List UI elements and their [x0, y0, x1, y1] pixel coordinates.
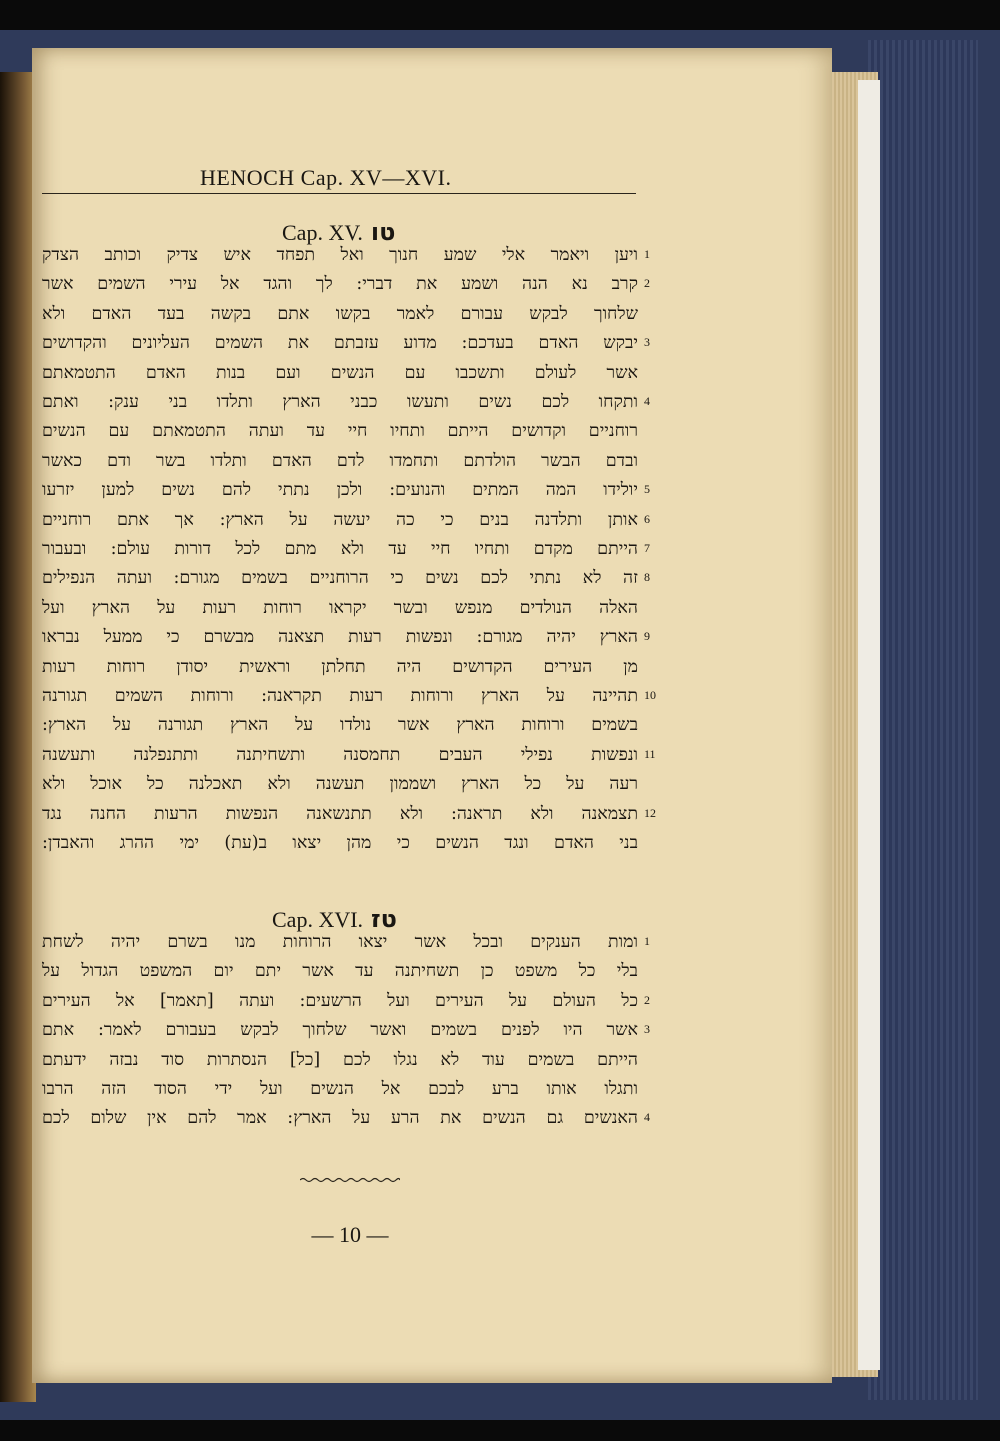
text-line: הייתם מקדם ותחיו חיי עד ולא מתם לכל דורות עולם: ובעבור	[42, 539, 638, 559]
text-line: רעה על כל הארץ ושממון תעשנה ולא תאכלנה כל אוכל ולא	[42, 774, 638, 795]
verse-number: 4	[644, 1110, 650, 1125]
text-line: הייתם בשמים עוד לא נגלו לכם [כל] הנסתרות סוד נבזה ידעתם	[42, 1049, 638, 1070]
verse-number: 8	[644, 570, 650, 585]
text-line: ויען ויאמר אלי שמע חנוך ואל תפחד איש צדיק וכותב הצדק	[42, 245, 638, 265]
text-line: כל העולם על העירים ועל הרשעים: ועתה [תאמר] אל העירים	[42, 990, 638, 1011]
text-line: שלחוך לבקש עבורם לאמר בקשו אתם בקשה בעד האדם ולא	[42, 303, 638, 324]
verse-number: 11	[644, 746, 656, 761]
verse-number: 5	[644, 482, 650, 497]
header-rule	[42, 193, 636, 194]
text-line: בני האדם ונגד הנשים כי מהן יצאו ב(עת) ימי ההרג והאבדן:	[42, 833, 638, 853]
verse-number: 3	[644, 335, 650, 350]
text-line: ותקחו לכם נשים ותעשו כבני הארץ ותלדו בני ענק: ואתם	[42, 392, 638, 412]
text-line: ומות הענקים ובכל אשר יצאו הרוחות מנו בשרם יהיה לשחת	[42, 932, 638, 952]
section-ornament	[300, 1175, 400, 1185]
book-gutter	[0, 72, 36, 1402]
text-line: ונפשות נפילי העבים תחמסנה ותשחיתנה ותתנפלנה ותעשנה	[42, 744, 638, 765]
text-line: הארץ יהיה מגורם: ונפשות רעות תצאנה מבשרם כי ממעל נבראו	[42, 627, 638, 648]
verse-number: 12	[644, 805, 656, 820]
text-line: יולידו המה המתים והנועים: ולכן נתתי להם נשים למען יזרעו	[42, 480, 638, 501]
verse-number: 9	[644, 629, 650, 644]
text-line: אותן ותלדנה בנים כי כה יעשה על הארץ: אך אתם רוחניים	[42, 509, 638, 530]
verse-number: 1	[644, 934, 650, 948]
verse-number: 4	[644, 394, 650, 408]
text-line: האנשים גם הנשים את הרע על הארץ: אמר להם אין שלום לכם	[42, 1108, 638, 1129]
chapter-title-latin: Cap. XVI.	[272, 907, 364, 932]
verse-number: 1	[644, 247, 650, 261]
chapter-title-latin: Cap. XV.	[282, 220, 363, 245]
text-line: ובדם הבשר הולדתם ותחמדו לדם האדם ותלדו בשר ודם כאשר	[42, 450, 638, 471]
text-line: תהיינה על הארץ ורוחות רעות תקראנה: ורוחות השמים תגורנה	[42, 686, 638, 706]
text-line: האלה הנולדים מנפש ובשר יקראו רוחות רעות על הארץ ועל	[42, 597, 638, 618]
text-line: אשר היו לפנים בשמים ואשר שלחוך לבקש בעבורם לאמר: אתם	[42, 1020, 638, 1041]
chapter-title-hebrew: טו	[370, 218, 396, 246]
verse-number: 7	[644, 541, 650, 555]
text-line: תצמאנה ולא תראנה: ולא תתנשאנה הנפשות הרעות החנה נגד	[42, 803, 638, 824]
page-number: — 10 —	[311, 1222, 389, 1247]
text-line: זה לא נתתי לכם נשים כי הרוחניים בשמים מגורם: ועתה הנפילים	[42, 568, 638, 589]
text-line: קרב נא הנה ושמע את דברי: לך והגד אל עירי השמים אשר	[42, 274, 638, 295]
verse-number: 6	[644, 511, 650, 526]
text-line: אשר לעולם ותשכבו עם הנשים ועם בנות האדם התטמאתם	[42, 362, 638, 383]
page-block-edge	[858, 80, 880, 1370]
chapter-title-hebrew: טז	[371, 905, 397, 933]
verse-number: 2	[644, 276, 650, 291]
text-line: יבקש האדם בעדכם: מדוע עזבתם את השמים העליונים והקדושים	[42, 333, 638, 354]
text-line: מן העירים הקדושים היה תחלתן וראשית יסודן רוחות רעות	[42, 656, 638, 677]
text-line: בשמים ורוחות הארץ אשר נולדו על הארץ תגורנה על הארץ:	[42, 715, 638, 736]
running-head: HENOCH Cap. XV—XVI.	[200, 165, 452, 190]
verse-number: 2	[644, 992, 650, 1007]
verse-number: 3	[644, 1022, 650, 1037]
book-cover-cloth	[868, 40, 978, 1400]
text-line: רוחניים וקדושים הייתם ותחיו חיי עד ועתה התטמאתם עם הנשים	[42, 421, 638, 442]
text-line: בלי כל משפט כן תשחיתנה עד אשר יתם יום המשפט הגדול על	[42, 961, 638, 982]
text-line: ותגלו אותו ברע לבכם אל הנשים ועל ידי הסוד הזה הרבו	[42, 1079, 638, 1099]
verse-number: 10	[644, 688, 656, 702]
